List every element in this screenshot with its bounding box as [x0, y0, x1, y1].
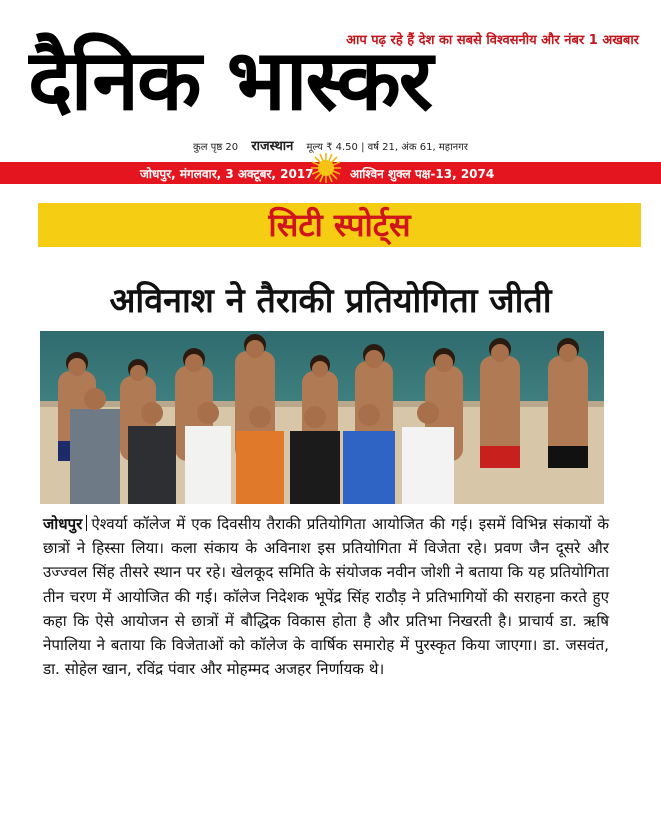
article-body-text: ऐश्वर्या कॉलेज में एक दिवसीय तैराकी प्रतियोगिता आयोजित की गई। इसमें विभिन्न संकायों के छात्रों ने हिस्सा लिया। कला संकाय के अविनाश इस प्रतियोगिता में विजेता रहे। प्रवण जैन दूसरे और उज्ज्वल सिंह तीसरे स्थान पर रहे। खेलकूद समिति के संयोजक नवीन जोशी ने बताया कि यह प्रतियोगिता तीन चरण में आयोजित की गई। कॉलेज निदेशक भूपेंद्र सिंह राठौड़ ने प्रतिभागियों की सराहना करते हुए कहा कि ऐसे आयोजन से छात्रों में बौद्धिक विकास होता है और प्रतिभा निखरती है। प्राचार्य डा. ऋषि नेपालिया ने बताया कि विजेताओं को कॉलेज के वार्षिक समारोह में पुरस्कृत किया जाएगा। डा. जसवंत, डा. सोहेल खान, रविंद्र पंवार और मोहम्मद अजहर निर्णायक थे।: [43, 515, 609, 679]
dateline: जोधपुर: [43, 515, 83, 533]
dateline-separator: [86, 515, 87, 531]
meta-line: कुल पृष्ठ 20 राजस्थान मूल्य ₹ 4.50 | वर्ष 21, अंक 61, महानगर: [193, 139, 468, 154]
section-banner: सिटी स्पोर्ट्स: [38, 203, 641, 247]
masthead-title: दैनिक भास्कर: [28, 31, 432, 129]
group-photo: [40, 331, 604, 504]
hindu-calendar-date: आश्विन शुक्ल पक्ष-13, 2074: [350, 167, 495, 181]
price: मूल्य ₹ 4.50: [306, 142, 358, 153]
article-headline: अविनाश ने तैराकी प्रतियोगिता जीती: [109, 281, 552, 321]
article-body: [43, 512, 609, 681]
date-text: जोधपुर, मंगलवार, 3 अक्टूबर, 2017: [140, 167, 314, 181]
edition-name: राजस्थान: [251, 139, 294, 154]
tagline: आप पढ़ रहे हैं देश का सबसे विश्वसनीय और नंबर 1 अखबार: [346, 33, 639, 48]
sun-logo-icon: [310, 152, 342, 184]
page-count: कुल पृष्ठ 20: [193, 142, 239, 153]
issue-info: वर्ष 21, अंक 61, महानगर: [367, 142, 468, 153]
